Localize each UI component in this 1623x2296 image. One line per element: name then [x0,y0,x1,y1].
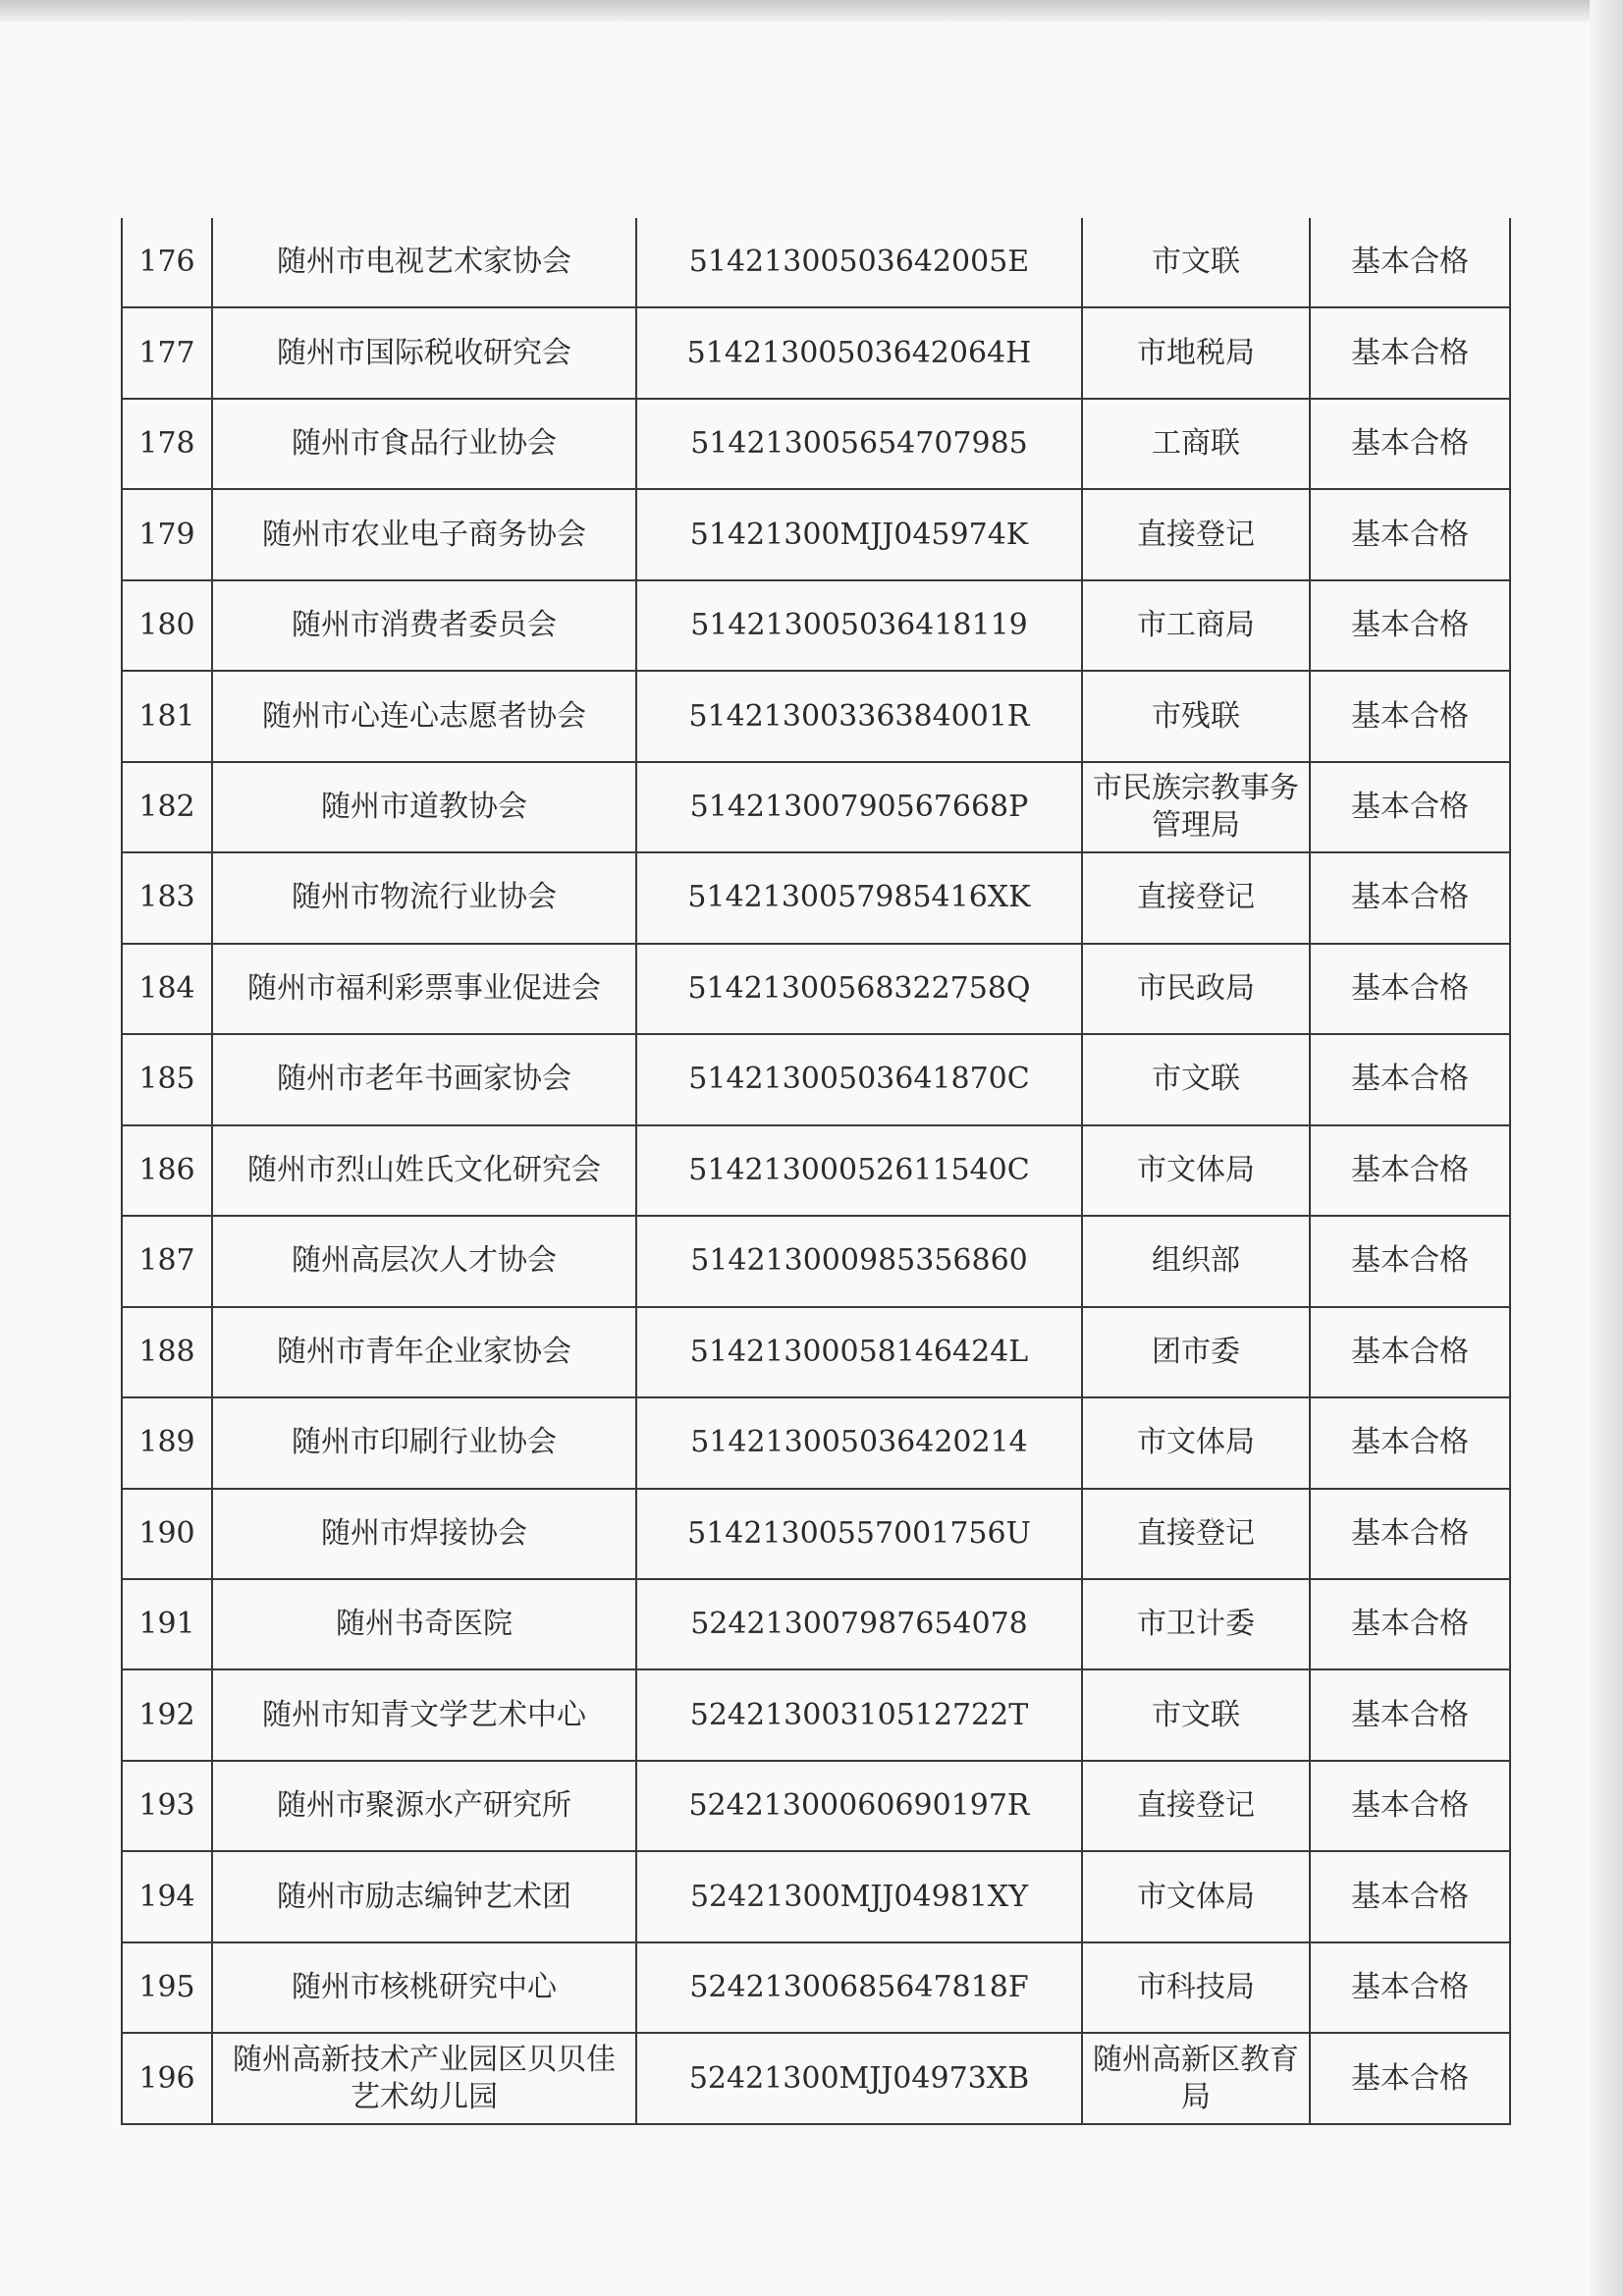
credit-code: 51421300058146424L [636,1307,1082,1397]
inspection-result: 基本合格 [1310,2033,1510,2124]
table-row [122,1669,1510,1760]
table-row [122,852,1510,943]
organization-name: 随州市电视艺术家协会 [212,218,636,307]
supervising-unit: 工商联 [1082,399,1310,489]
supervising-unit: 市地税局 [1082,307,1310,398]
table-row [122,307,1510,398]
credit-code: 52421300060690197R [636,1761,1082,1851]
row-number: 187 [122,1216,212,1306]
inspection-result: 基本合格 [1310,671,1510,761]
supervising-unit: 市民族宗教事务管理局 [1082,762,1310,852]
table-row [122,489,1510,579]
organization-name: 随州市农业电子商务协会 [212,489,636,579]
supervising-unit: 直接登记 [1082,852,1310,943]
row-number: 186 [122,1125,212,1216]
table-row [122,762,1510,852]
supervising-unit: 市民政局 [1082,944,1310,1034]
organization-name: 随州市青年企业家协会 [212,1307,636,1397]
row-number: 194 [122,1851,212,1941]
table-row [122,1489,1510,1579]
supervising-unit: 市文联 [1082,1034,1310,1124]
supervising-unit: 直接登记 [1082,1761,1310,1851]
inspection-result: 基本合格 [1310,489,1510,579]
supervising-unit: 市文体局 [1082,1125,1310,1216]
table-row [122,1307,1510,1397]
supervising-unit: 市文体局 [1082,1851,1310,1941]
inspection-result: 基本合格 [1310,1397,1510,1488]
organization-name: 随州市聚源水产研究所 [212,1761,636,1851]
supervising-unit: 团市委 [1082,1307,1310,1397]
row-number: 179 [122,489,212,579]
credit-code: 514213000985356860 [636,1216,1082,1306]
supervising-unit: 直接登记 [1082,489,1310,579]
supervising-unit: 市科技局 [1082,1942,1310,2033]
inspection-result: 基本合格 [1310,580,1510,671]
row-number: 193 [122,1761,212,1851]
scan-top-edge [0,0,1623,22]
row-number: 184 [122,944,212,1034]
supervising-unit: 市残联 [1082,671,1310,761]
row-number: 181 [122,671,212,761]
credit-code: 52421300MJJ04973XB [636,2033,1082,2124]
inspection-result: 基本合格 [1310,1851,1510,1941]
credit-code: 51421300790567668P [636,762,1082,852]
organization-name: 随州市核桃研究中心 [212,1942,636,2033]
table-row [122,580,1510,671]
inspection-result: 基本合格 [1310,1307,1510,1397]
inspection-result: 基本合格 [1310,307,1510,398]
organization-name: 随州高新技术产业园区贝贝佳艺术幼儿园 [212,2033,636,2124]
credit-code: 51421300MJJ045974K [636,489,1082,579]
row-number: 190 [122,1489,212,1579]
supervising-unit: 市卫计委 [1082,1579,1310,1669]
registration-table [121,218,1511,2125]
organization-name: 随州市食品行业协会 [212,399,636,489]
credit-code: 51421300568322758Q [636,944,1082,1034]
row-number: 176 [122,218,212,307]
row-number: 180 [122,580,212,671]
row-number: 178 [122,399,212,489]
credit-code: 5142130057985416XK [636,852,1082,943]
credit-code: 51421300557001756U [636,1489,1082,1579]
credit-code: 514213005654707985 [636,399,1082,489]
credit-code: 51421300503641870C [636,1034,1082,1124]
table-row [122,1851,1510,1941]
supervising-unit: 市文联 [1082,218,1310,307]
row-number: 177 [122,307,212,398]
scan-right-edge [1590,0,1623,2296]
table-body [122,218,1510,2124]
row-number: 183 [122,852,212,943]
row-number: 195 [122,1942,212,2033]
credit-code: 514213005036420214 [636,1397,1082,1488]
registration-table-container [121,218,1469,2125]
credit-code: 52421300MJJ04981XY [636,1851,1082,1941]
credit-code: 51421300336384001R [636,671,1082,761]
organization-name: 随州书奇医院 [212,1579,636,1669]
organization-name: 随州市道教协会 [212,762,636,852]
table-row [122,218,1510,307]
inspection-result: 基本合格 [1310,1034,1510,1124]
supervising-unit: 组织部 [1082,1216,1310,1306]
supervising-unit: 市文联 [1082,1669,1310,1760]
supervising-unit: 直接登记 [1082,1489,1310,1579]
credit-code: 52421300310512722T [636,1669,1082,1760]
inspection-result: 基本合格 [1310,1125,1510,1216]
organization-name: 随州市福利彩票事业促进会 [212,944,636,1034]
credit-code: 51421300503642005E [636,218,1082,307]
inspection-result: 基本合格 [1310,399,1510,489]
row-number: 191 [122,1579,212,1669]
inspection-result: 基本合格 [1310,944,1510,1034]
table-row [122,1034,1510,1124]
inspection-result: 基本合格 [1310,1489,1510,1579]
table-row [122,399,1510,489]
table-row [122,1216,1510,1306]
credit-code: 51421300052611540C [636,1125,1082,1216]
row-number: 189 [122,1397,212,1488]
row-number: 185 [122,1034,212,1124]
organization-name: 随州市励志编钟艺术团 [212,1851,636,1941]
organization-name: 随州市消费者委员会 [212,580,636,671]
organization-name: 随州市老年书画家协会 [212,1034,636,1124]
organization-name: 随州市物流行业协会 [212,852,636,943]
row-number: 192 [122,1669,212,1760]
inspection-result: 基本合格 [1310,1579,1510,1669]
inspection-result: 基本合格 [1310,1216,1510,1306]
inspection-result: 基本合格 [1310,1669,1510,1760]
organization-name: 随州高层次人才协会 [212,1216,636,1306]
table-row [122,1761,1510,1851]
row-number: 196 [122,2033,212,2124]
organization-name: 随州市知青文学艺术中心 [212,1669,636,1760]
organization-name: 随州市印刷行业协会 [212,1397,636,1488]
credit-code: 52421300685647818F [636,1942,1082,2033]
organization-name: 随州市国际税收研究会 [212,307,636,398]
row-number: 188 [122,1307,212,1397]
supervising-unit: 随州高新区教育局 [1082,2033,1310,2124]
row-number: 182 [122,762,212,852]
inspection-result: 基本合格 [1310,852,1510,943]
supervising-unit: 市文体局 [1082,1397,1310,1488]
credit-code: 514213005036418119 [636,580,1082,671]
organization-name: 随州市心连心志愿者协会 [212,671,636,761]
table-row [122,1942,1510,2033]
inspection-result: 基本合格 [1310,1761,1510,1851]
credit-code: 51421300503642064H [636,307,1082,398]
organization-name: 随州市焊接协会 [212,1489,636,1579]
table-row [122,2033,1510,2124]
inspection-result: 基本合格 [1310,218,1510,307]
table-row [122,1125,1510,1216]
table-row [122,1397,1510,1488]
table-row [122,944,1510,1034]
supervising-unit: 市工商局 [1082,580,1310,671]
inspection-result: 基本合格 [1310,762,1510,852]
organization-name: 随州市烈山姓氏文化研究会 [212,1125,636,1216]
inspection-result: 基本合格 [1310,1942,1510,2033]
table-row [122,671,1510,761]
credit-code: 524213007987654078 [636,1579,1082,1669]
table-row [122,1579,1510,1669]
